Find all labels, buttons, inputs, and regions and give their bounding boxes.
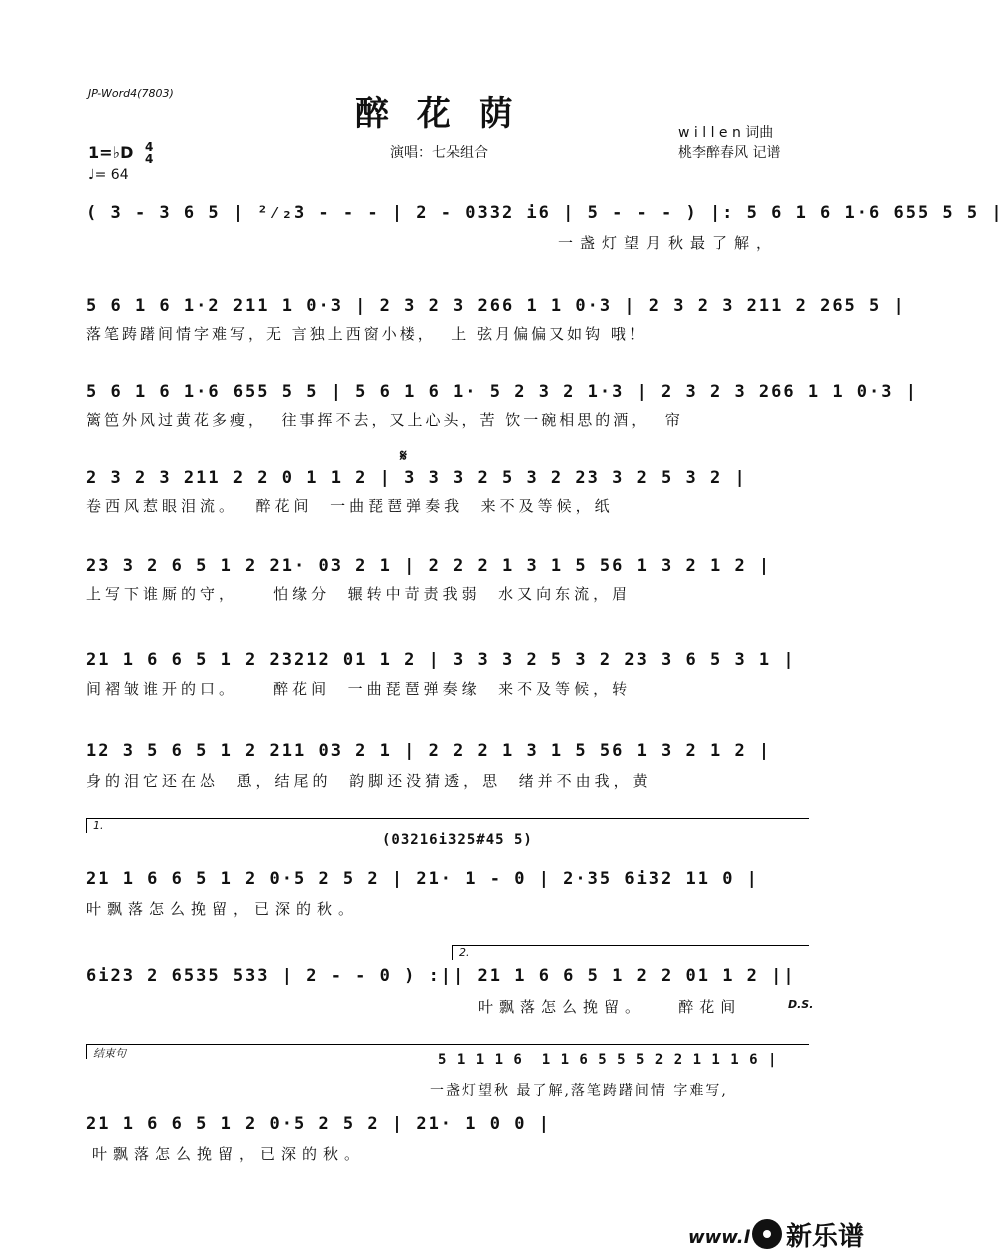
volta-number-2: 2.: [459, 946, 470, 959]
lyrics-row-11: 叶飘落怎么挽留，已深的秋。: [92, 1145, 366, 1163]
lyrics-row-1: 一盏灯望月秋最了解，: [558, 234, 779, 252]
music-disc-icon: [752, 1219, 782, 1249]
watermark-url: www.l: [688, 1227, 750, 1248]
lyrics-row-3: 篱笆外风过黄花多瘦， 往事挥不去，又上心头，苦 饮一碗相思的酒， 帘: [86, 411, 683, 429]
time-signature-bottom: 4: [145, 152, 154, 166]
volta-bracket-1: [86, 818, 809, 833]
time-signature-top: 4: [145, 140, 154, 154]
software-tag: JP-Word4(7803): [88, 87, 174, 100]
lyricist-composer: w i l l e n 词曲: [678, 125, 774, 141]
song-title: 醉 花 荫: [355, 94, 521, 134]
notation-row-8: 21 1 6 6 5 1 2 0·5 2 5 2 | 21· 1 - 0 | 2·35 6i32 11 0 |: [86, 869, 759, 889]
lyrics-row-5: 上写下谁厮的守， 怕缘分 辗转中苛责我弱 水又向东流，眉: [86, 585, 632, 603]
lyrics-row-8: 叶飘落怎么挽留，已深的秋。: [86, 900, 360, 918]
notation-row-9: 6i23 2 6535 533 | 2 - - 0 ) :|| 21 1 6 6 5 1 2 2 01 1 2 ||: [86, 966, 796, 986]
lyrics-row-2: 落笔踌躇间情字难写，无 言独上西窗小楼， 上 弦月偏偏又如钩 哦！: [86, 325, 647, 343]
transcriber: 桃李醉春风 记谱: [678, 145, 781, 161]
watermark-site-name: 新乐谱: [786, 1222, 865, 1252]
notation-row-5: 23 3 2 6 5 1 2 21· 03 2 1 | 2 2 2 1 3 1 5 56 1 3 2 1 2 |: [86, 556, 772, 576]
lyrics-row-4: 卷西风惹眼泪流。 醉花间 一曲琵琶弹奏我 来不及等候，纸: [86, 497, 614, 515]
key-signature: 1=♭D: [88, 143, 134, 162]
notation-row-4: 2 3 2 3 211 2 2 0 1 1 2 | 3 3 3 2 5 3 2 23 3 2 5 3 2 |: [86, 468, 747, 488]
volta-bracket-2: [452, 945, 809, 960]
lyrics-row-10: 一盏灯望秋 最了解,落笔踌躇间情 字难写,: [430, 1083, 728, 1099]
lyrics-row-9: 叶飘落怎么挽留。 醉花间: [478, 998, 742, 1016]
volta-number-1: 1.: [93, 819, 104, 832]
tempo-marking: ♩= 64: [88, 167, 129, 183]
notation-row-10: 5 1 1 1 6 1 1 6 5 5 5 2 2 1 1 1 6 |: [438, 1052, 778, 1068]
dal-segno-marking: D.S.: [788, 998, 814, 1011]
notation-row-11: 21 1 6 6 5 1 2 0·5 2 5 2 | 21· 1 0 0 |: [86, 1114, 551, 1134]
notation-row-1: ( 3 - 3 6 5 | ²⁄₂3 - - - | 2 - 0332 i6 | 5 - - - ) |: 5 6 1 6 1·6 655 5 5 |: [86, 203, 1004, 223]
notation-row-6: 21 1 6 6 5 1 2 23212 01 1 2 | 3 3 3 2 5 3 2 23 3 6 5 3 1 |: [86, 650, 796, 670]
segno-sign: 𝄋: [400, 446, 407, 465]
notation-row-2: 5 6 1 6 1·2 211 1 0·3 | 2 3 2 3 266 1 1 0·3 | 2 3 2 3 211 2 265 5 |: [86, 296, 906, 316]
notation-row-3: 5 6 1 6 1·6 655 5 5 | 5 6 1 6 1· 5 2 3 2 1·3 | 2 3 2 3 266 1 1 0·3 |: [86, 382, 918, 402]
lyrics-row-7: 身的泪它还在怂 恿，结尾的 韵脚还没猜透，思 绪并不由我，黄: [86, 772, 652, 790]
lyrics-row-6: 间褶皱谁开的口。 醉花间 一曲琵琶弹奏缘 来不及等候，转: [86, 680, 632, 698]
singer: 演唱：七朵组合: [390, 145, 488, 161]
ending-label: 结束句: [93, 1047, 126, 1060]
notation-row-7: 12 3 5 6 5 1 2 211 03 2 1 | 2 2 2 1 3 1 5 56 1 3 2 1 2 |: [86, 741, 772, 761]
instrumental-fill: (03216i325#45 5): [382, 832, 533, 848]
